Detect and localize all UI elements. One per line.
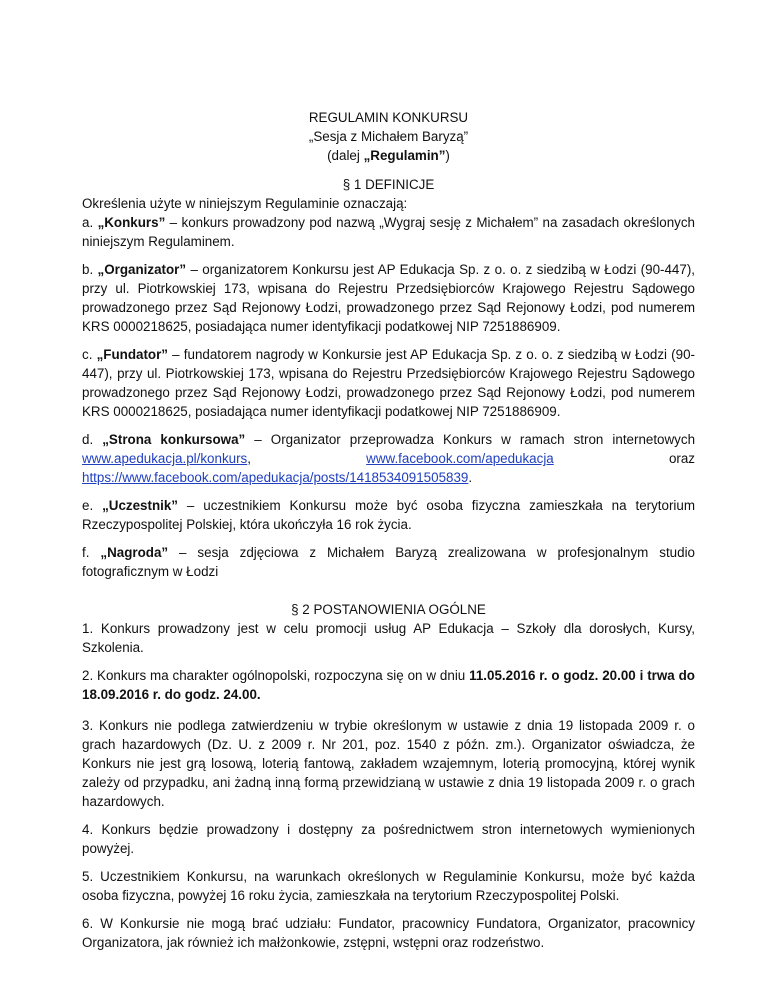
document-page	[82, 108, 695, 952]
definition-d-term: „Strona konkursowa”	[102, 432, 246, 447]
definition-uczestnik	[82, 496, 695, 534]
definition-d-line-3	[82, 468, 695, 487]
section-2-p2-bold: 11.05.2016 r. o godz. 20.00 i trwa do 18.09.2016 r. do godz. 24.00.	[82, 668, 695, 702]
definition-b-text: – organizatorem Konkursu jest AP Edukacja Sp. z o. o. z siedzibą w Łodzi (90-447), przy ul. Piotrkowskiej 173, wpisana do Rejestru Przedsiębiorców Krajowego Rejestru Sądowego prowadzonego przez Sąd Rejonowy Łodzi, prowadzonego przez Sąd Rejonowy Łodzi, pod numerem KRS 0000218625, posiadająca numer identyfikacji podatkowej NIP 7251886909.	[82, 262, 695, 334]
title-line-3-bold: „Regulamin”	[363, 148, 446, 163]
definition-a-term: „Konkurs”	[97, 215, 166, 230]
section-2-paragraph-6: 6. W Konkursie nie mogą brać udziału: Fundator, pracownicy Fundatora, Organizator, pracownicy Organizatora, jak również ich małżonkowie, zstępni, wstępni oraz rodzeństwo.	[82, 916, 695, 950]
definition-d-sep-2: oraz	[668, 451, 695, 466]
definition-strona-konkursowa	[82, 430, 695, 487]
title-line-1: REGULAMIN KONKURSU	[308, 110, 469, 125]
definition-d-end: .	[468, 470, 473, 485]
section-2-paragraph-3: 3. Konkurs nie podlega zatwierdzeniu w trybie określonym w ustawie z dnia 19 listopada 2009 r. o grach hazardowych (Dz. U. z 2009 r. Nr 201, poz. 1540 z późn. zm.). Organizator oświadcza, że Konkurs nie jest grą losową, loterią fantową, zakładem wzajemnym, loterią promocyjną, której wynik zależy od przypadku, ani żadną inną formą przewidzianą w ustawie z dnia 19 listopada 2009 r. o grach hazardowych.	[82, 718, 695, 809]
definition-f-text: – sesja zdjęciowa z Michałem Baryzą zrealizowana w profesjonalnym studio fotograficznym w Łodzi	[82, 545, 695, 579]
definition-e-prefix: e.	[82, 498, 103, 513]
definition-b-prefix: b.	[82, 262, 98, 277]
definition-d-text: – Organizator przeprowadza Konkurs w ramach stron internetowych	[245, 432, 696, 447]
definition-organizator	[82, 260, 695, 336]
definition-a-text: – konkurs prowadzony pod nazwą „Wygraj sesję z Michałem” na zasadach określonych niniejszym Regulaminem.	[82, 215, 695, 249]
section-2-heading: § 2 POSTANOWIENIA OGÓLNE	[291, 602, 486, 617]
document-title	[82, 108, 695, 165]
definition-nagroda	[82, 543, 695, 581]
definition-d-line-1	[82, 430, 695, 449]
link-facebook-post[interactable]: https://www.facebook.com/apedukacja/posts/1418534091505839	[82, 470, 469, 485]
definition-c-prefix: c.	[82, 347, 97, 362]
section-2-paragraph-5: 5. Uczestnikiem Konkursu, na warunkach określonych w Regulaminie Konkursu, może być każda osoba fizyczna, powyżej 16 roku życia, zamieszkała na terytorium Rzeczypospolitej Polski.	[82, 869, 695, 903]
definition-e-text: – uczestnikiem Konkursu może być osoba fizyczna zamieszkała na terytorium Rzeczypospolitej Polskiej, która ukończyła 16 rok życia.	[82, 498, 695, 532]
title-line-3	[82, 146, 695, 165]
definition-d-line-2	[82, 449, 695, 468]
section-2-paragraph-4: 4. Konkurs będzie prowadzony i dostępny za pośrednictwem stron internetowych wymienionych powyżej.	[82, 822, 695, 856]
definition-f-prefix: f.	[82, 545, 101, 560]
section-2-paragraph-1: 1. Konkurs prowadzony jest w celu promocji usług AP Edukacja – Szkoły dla dorosłych, Kursy, Szkolenia.	[82, 621, 695, 655]
section-1-heading: § 1 DEFINICJE	[342, 177, 435, 192]
link-facebook-apedukacja[interactable]: www.facebook.com/apedukacja	[366, 451, 554, 466]
section-2-p2-pre: 2. Konkurs ma charakter ogólnopolski, rozpoczyna się on w dniu	[82, 668, 470, 683]
definition-d-sep-1: ,	[247, 451, 251, 466]
definition-fundator	[82, 345, 695, 421]
definition-konkurs	[82, 213, 695, 251]
section-1-intro: Określenia użyte w niniejszym Regulaminie oznaczają:	[82, 196, 408, 211]
definition-b-term: „Organizator”	[97, 262, 187, 277]
definition-a-prefix: a.	[82, 215, 98, 230]
section-2-paragraph-2	[82, 666, 695, 704]
definition-c-term: „Fundator”	[96, 347, 168, 362]
title-line-3-post: )	[445, 148, 450, 163]
definition-f-term: „Nagroda”	[100, 545, 169, 560]
definition-c-text: – fundatorem nagrody w Konkursie jest AP Edukacja Sp. z o. o. z siedzibą w Łodzi (90-447), przy ul. Piotrkowskiej 173, wpisana do Rejestru Przedsiębiorców Krajowego Rejestru Sądowego prowadzonego przez Sąd Rejonowy Łodzi, prowadzonego przez Sąd Rejonowy Łodzi, pod numerem KRS 0000218625, posiadająca numer identyfikacji podatkowej NIP 7251886909.	[82, 347, 695, 419]
definition-d-prefix: d.	[82, 432, 103, 447]
definition-e-term: „Uczestnik”	[102, 498, 178, 513]
link-apedukacja-konkurs[interactable]: www.apedukacja.pl/konkurs	[82, 451, 248, 466]
title-line-2: „Sesja z Michałem Baryzą”	[308, 129, 469, 144]
title-line-3-pre: (dalej	[327, 148, 364, 163]
